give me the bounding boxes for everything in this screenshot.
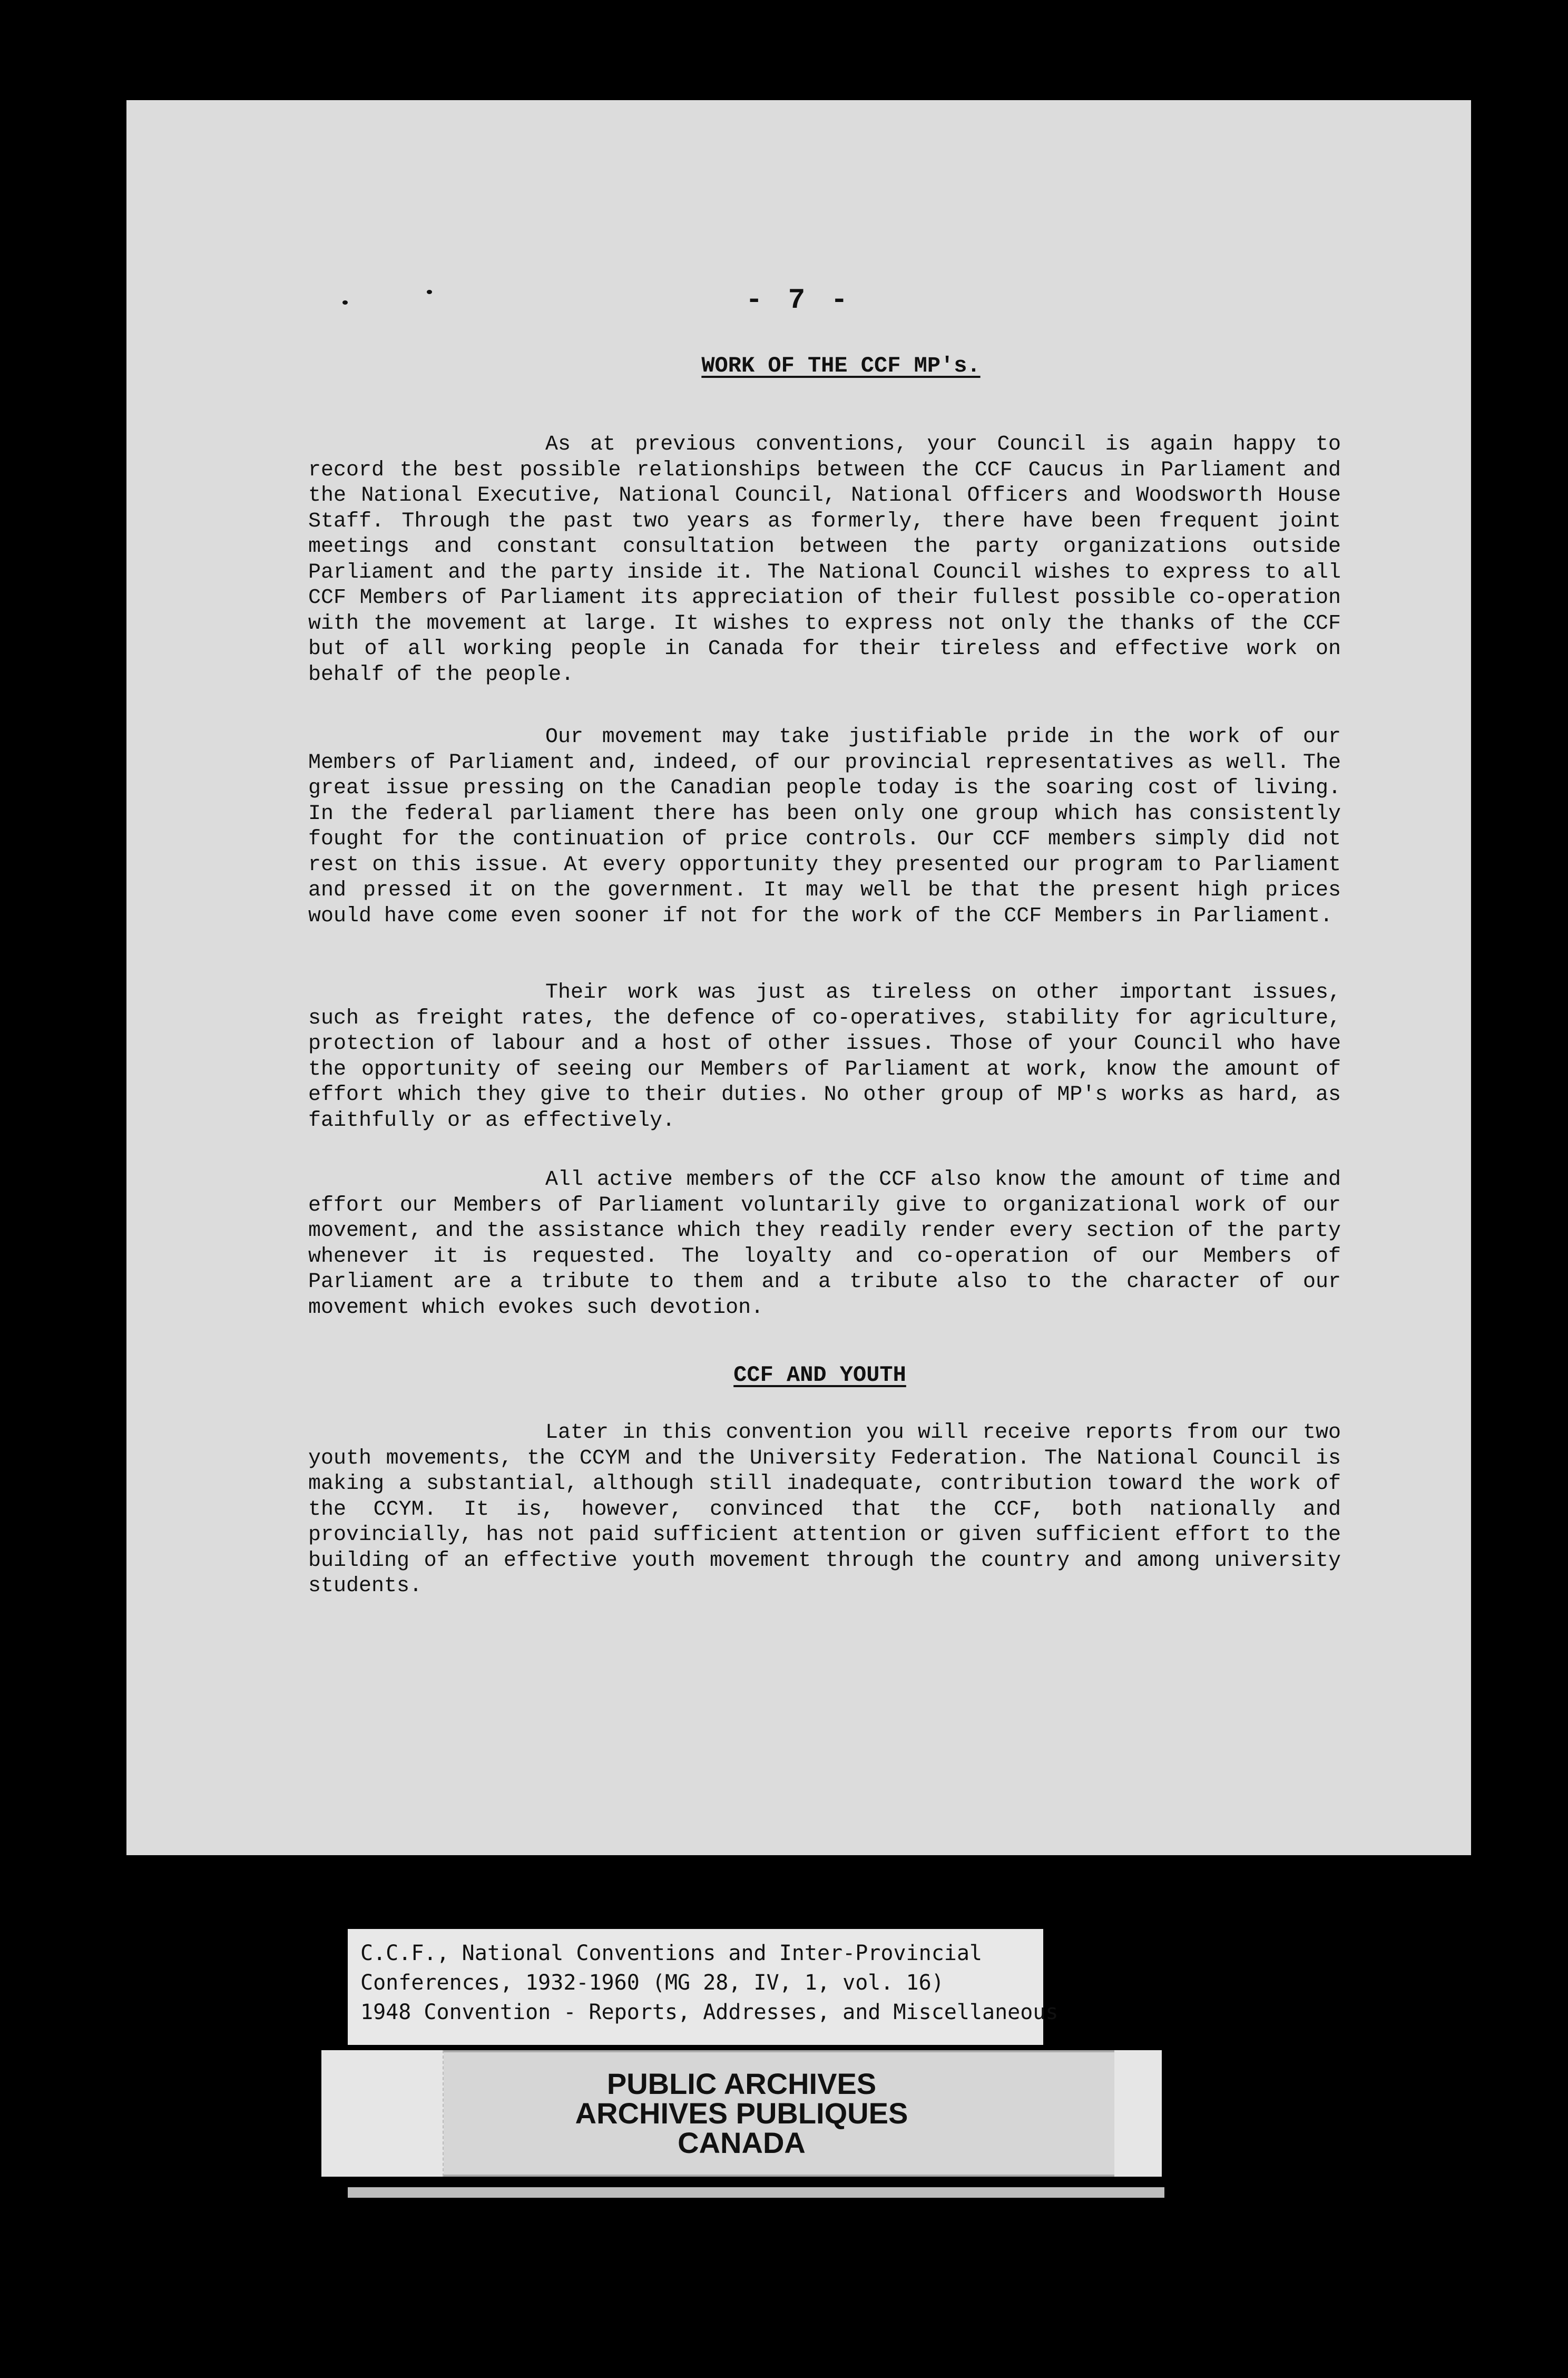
archives-stamp [321,2050,1162,2177]
stamp-line: PUBLIC ARCHIVES [606,2067,877,2100]
archive-label-line: C.C.F., National Conventions and Inter-Provincial [360,1941,983,1965]
stamp-line: ARCHIVES PUBLIQUES [575,2097,908,2130]
archive-reference-label [348,1929,1059,2045]
section-heading-ccf-and-youth: CCF AND YOUTH [733,1362,906,1388]
archive-label-line: Conferences, 1932-1960 (MG 28, IV, 1, vol. 16) [360,1971,944,1995]
stamp-edge-band [321,2050,444,2177]
page-number: - 7 - [745,285,852,317]
paragraph: Their work was just as tireless on other important issues, such as freight rates, the defence of co-operatives, stability for agriculture, protection of labour and a host of other issues. Those of your Council who have the opportunity of seeing our Members of Parliament at work, know the amount of effort which they give to their duties. No other group of MP's works as hard, as faithfully or as effectively. [308,981,1341,1133]
stamp-shadow [348,2187,1164,2198]
document-page [126,100,1471,1855]
paragraph: Later in this convention you will receive reports from our two youth movements, the CCYM and the University Federation. The National Council is making a substantial, although still inadequate, contribution toward the work of the CCYM. It is, however, convinced that the CCF, both nationally and provincially, has not paid sufficient attention or given sufficient effort to the building of an effective youth movement through the country and among university students. [308,1421,1341,1598]
stamp-line: CANADA [678,2126,806,2159]
paragraph: As at previous conventions, your Council is again happy to record the best possible relationships between the CCF Caucus in Parliament and the National Executive, National Council, National Officers and Woodsworth House Staff. Through the past two years as formerly, there have been frequent joint meetings and constant consultation between the party organizations outside Parliament and the party inside it. The National Council wishes to express to all CCF Members of Parliament its appreciation of their fullest possible co-operation with the movement at large. It wishes to express not only the thanks of the CCF but of all working people in Canada for their tireless and effective work on behalf of the people. [308,433,1341,687]
section-heading-work-of-mps: WORK OF THE CCF MP's. [701,353,981,378]
paragraph: All active members of the CCF also know the amount of time and effort our Members of Parliament voluntarily give to organizational work of our movement, and the assistance which they readily render every section of the party whenever it is requested. The loyalty and co-operation of our Members of Parliament are a tribute to them and a tribute also to the character of our movement which evokes such devotion. [308,1168,1341,1320]
archive-label-line: 1948 Convention - Reports, Addresses, and Miscellaneous [360,2000,1059,2024]
stamp-edge-band [1114,2050,1162,2177]
paragraph: Our movement may take justifiable pride in the work of our Members of Parliament and, indeed, of our provincial representatives as well. The great issue pressing on the Canadian people today is the soaring cost of living. In the federal parliament there has been only one group which has consistently fought for the continuation of price controls. Our CCF members simply did not rest on this issue. At every opportunity they presented our program to Parliament and pressed it on the government. It may well be that the present high prices would have come even sooner if not for the work of the CCF Members in Parliament. [308,725,1341,928]
